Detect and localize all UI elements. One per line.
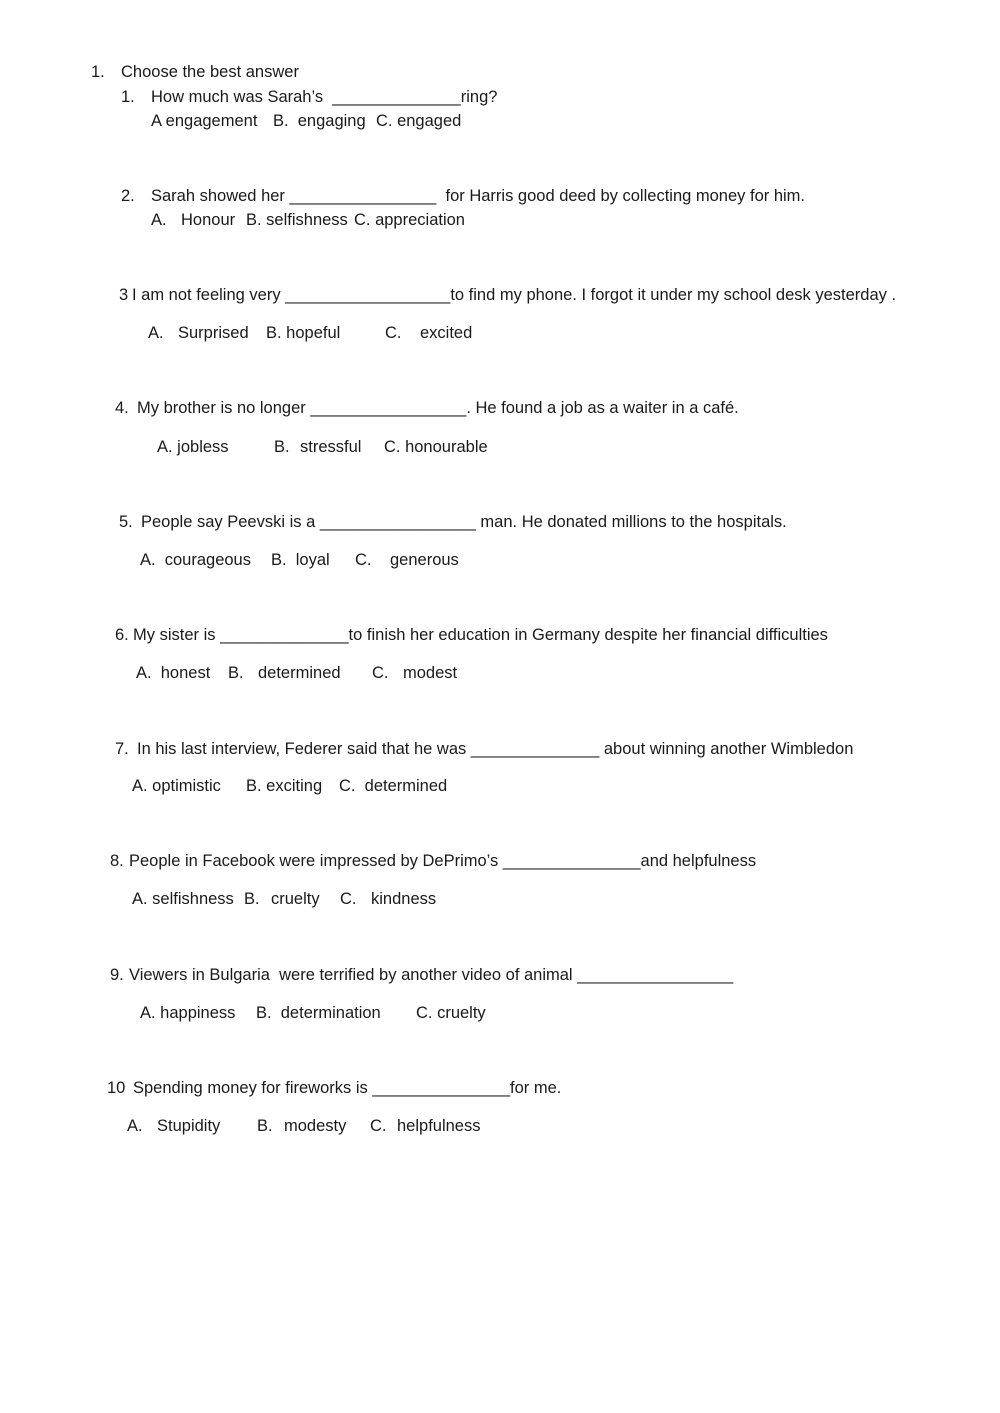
question-4-option-b-letter: B. (274, 438, 290, 456)
question-3-option-c-letter: C. (385, 324, 402, 342)
question-6-text: My sister is ______________to finish her education in Germany despite her financial difficulties (133, 626, 828, 644)
question-8-option-b: cruelty (271, 890, 320, 908)
question-5-text: People say Peevski is a _________________ man. He donated millions to the hospitals. (141, 513, 787, 531)
question-7-option-a: A. optimistic (132, 777, 221, 795)
question-4-number: 4. (115, 399, 129, 417)
question-5-number: 5. (119, 513, 133, 531)
question-2-text: Sarah showed her ________________ for Harris good deed by collecting money for him. (151, 187, 805, 205)
question-4-text: My brother is no longer _________________. He found a job as a waiter in a café. (137, 399, 739, 417)
question-4-option-a: A. jobless (157, 438, 229, 456)
question-3-option-a: Surprised (178, 324, 249, 342)
question-1-option-a: A engagement (151, 112, 258, 130)
question-1-option-c: C. engaged (376, 112, 462, 130)
question-5-option-a: A. courageous (140, 551, 251, 569)
question-1-option-b: B. engaging (273, 112, 366, 130)
question-10-number: 10 (107, 1079, 126, 1097)
question-8-option-a: A. selfishness (132, 890, 234, 908)
question-7-option-b: B. exciting (246, 777, 323, 795)
question-2-option-a-letter: A. (151, 211, 167, 229)
question-8-number: 8. (110, 852, 124, 870)
heading-text: Choose the best answer (121, 63, 299, 81)
question-10-option-c: helpfulness (397, 1117, 481, 1135)
question-3-number: 3 (119, 286, 129, 304)
question-8-option-c-letter: C. (340, 890, 357, 908)
question-6-option-b-letter: B. (228, 664, 244, 682)
heading-number: 1. (91, 63, 105, 81)
question-6-option-b: determined (258, 664, 341, 682)
question-2-number: 2. (121, 187, 135, 205)
question-7-number: 7. (115, 740, 129, 758)
question-7-text: In his last interview, Federer said that he was ______________ about winning another Wimbledon (137, 740, 854, 758)
question-4-option-c: C. honourable (384, 438, 488, 456)
question-10-option-a: Stupidity (157, 1117, 221, 1135)
question-9-option-c: C. cruelty (416, 1004, 486, 1022)
question-3-option-b: B. hopeful (266, 324, 341, 342)
question-5-option-b: B. loyal (271, 551, 330, 569)
question-10-option-c-letter: C. (370, 1117, 387, 1135)
question-3-option-c: excited (420, 324, 473, 342)
question-8-text: People in Facebook were impressed by DePrimo’s _______________and helpfulness (129, 852, 757, 870)
question-3-text: I am not feeling very __________________to find my phone. I forgot it under my school desk yesterday . (132, 286, 897, 304)
question-8-option-b-letter: B. (244, 890, 260, 908)
question-10-option-b: modesty (284, 1117, 347, 1135)
question-7-option-c: C. determined (339, 777, 448, 795)
question-5-option-c: generous (390, 551, 459, 569)
question-10-option-b-letter: B. (257, 1117, 273, 1135)
question-2-option-a: Honour (181, 211, 236, 229)
question-10-option-a-letter: A. (127, 1117, 143, 1135)
question-6-number: 6. (115, 626, 129, 644)
question-1-number: 1. (121, 88, 135, 106)
question-1-text: How much was Sarah’s ______________ring? (151, 88, 498, 106)
question-3-option-a-letter: A. (148, 324, 164, 342)
question-2-option-c: C. appreciation (354, 211, 465, 229)
question-9-option-a: A. happiness (140, 1004, 236, 1022)
question-2-option-b: B. selfishness (246, 211, 348, 229)
question-4-option-b: stressful (300, 438, 362, 456)
question-6-option-c-letter: C. (372, 664, 389, 682)
question-9-number: 9. (110, 966, 124, 984)
question-9-text: Viewers in Bulgaria were terrified by another video of animal _________________ (129, 966, 734, 984)
question-5-option-c-letter: C. (355, 551, 372, 569)
question-6-option-a: A. honest (136, 664, 211, 682)
question-8-option-c: kindness (371, 890, 437, 908)
question-10-text: Spending money for fireworks is _______________for me. (133, 1079, 562, 1097)
question-6-option-c: modest (403, 664, 458, 682)
question-9-option-b: B. determination (256, 1004, 381, 1022)
